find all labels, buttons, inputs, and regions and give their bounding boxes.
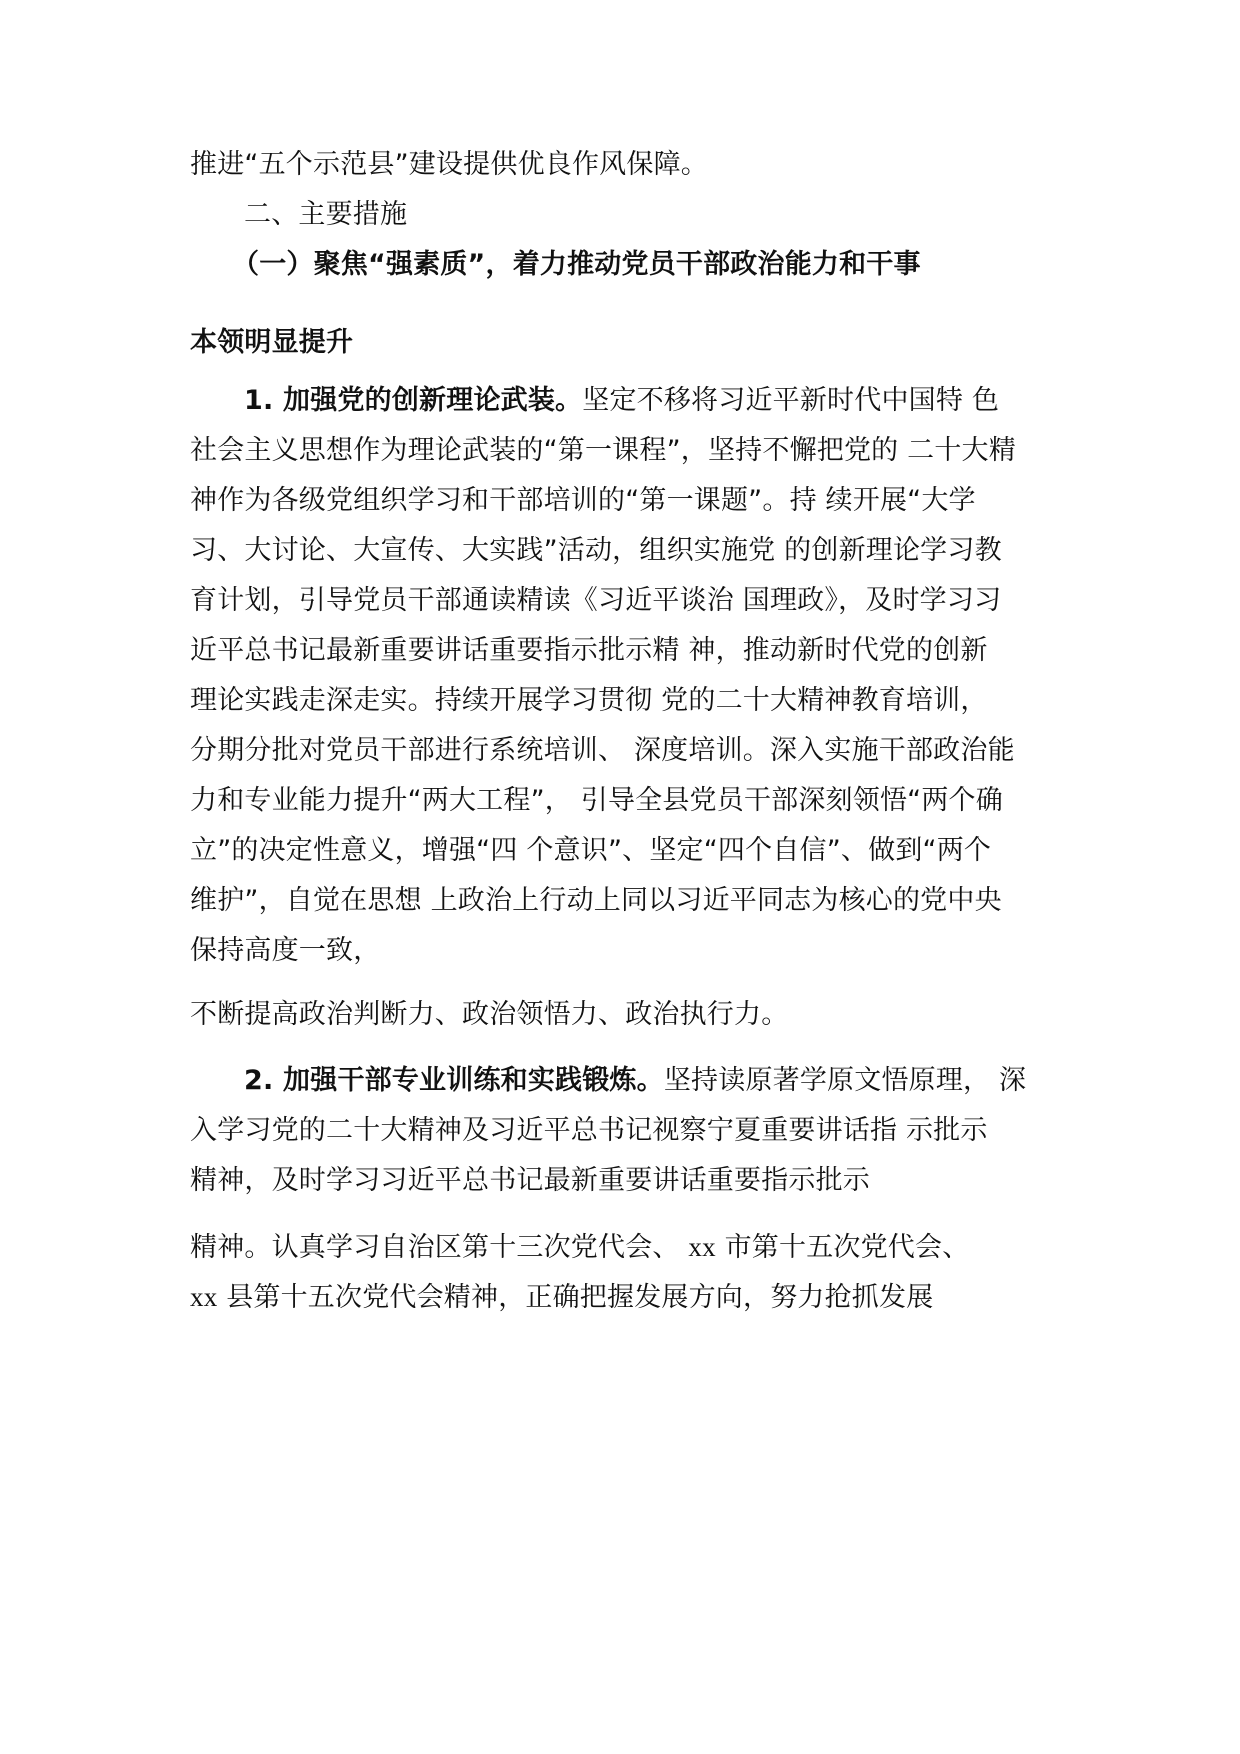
body-text-line: 立”的决定性意义，增强“四 个意识”、坚定“四个自信”、做到“两个	[190, 835, 992, 866]
body-text-line: 不断提高政治判断力、政治领悟力、政治执行力。	[190, 999, 789, 1030]
subsection-heading-continuation: 本领明显提升	[190, 327, 354, 358]
subsection-heading: （一）聚焦“强素质”，着力推动党员干部政治能力和干事	[232, 249, 921, 280]
placeholder-text: xx	[688, 1232, 716, 1262]
body-text-line: 理论实践走深走实。持续开展学习贯彻 党的二十大精神教育培训，	[190, 685, 988, 716]
body-text: 坚持读原著学原文悟原理， 深	[663, 1065, 1027, 1096]
body-text: 坚定不移将习近平新时代中国特 色	[582, 385, 1000, 416]
body-text-line: 神作为各级党组织学习和干部培训的“第一课题”。持 续开展“大学	[190, 485, 976, 516]
body-text-line: 入学习党的二十大精神及习近平总书记视察宁夏重要讲话指 示批示	[190, 1115, 988, 1146]
body-text: 精神。认真学习自治区第十三次党代会、	[190, 1232, 680, 1263]
body-text: 市第十五次党代会、	[715, 1232, 970, 1263]
body-text-line: 近平总书记最新重要讲话重要指示批示精 神，推动新时代党的创新	[190, 635, 988, 666]
body-text-line: 社会主义思想作为理论武装的“第一课程”，坚持不懈把党的 二十大精	[190, 435, 1016, 466]
body-text-line	[190, 1227, 969, 1267]
body-text: 县第十五次党代会精神，正确把握发展方向，努力抢抓发展	[217, 1282, 934, 1313]
body-text-line: 习、大讨论、大宣传、大实践”活动，组织实施党 的创新理论学习教	[190, 535, 1002, 566]
body-text-line: 维护”，自觉在思想 上政治上行动上同以习近平同志为核心的党中央	[190, 885, 1002, 916]
section-heading: 二、主要措施	[244, 199, 408, 230]
placeholder-text: xx	[190, 1282, 218, 1312]
body-text-line: 分期分批对党员干部进行系统培训、 深度培训。深入实施干部政治能	[190, 735, 1015, 766]
item-2-label: 2. 加强干部专业训练和实践锻炼。	[244, 1065, 664, 1096]
item-2-first-line	[244, 1061, 1026, 1101]
item-1-label: 1. 加强党的创新理论武装。	[244, 385, 583, 416]
body-text-line: 推进“五个示范县”建设提供优良作风保障。	[190, 149, 708, 180]
body-text-line: 精神，及时学习习近平总书记最新重要讲话重要指示批示	[190, 1165, 870, 1196]
body-text-line: 保持高度一致，	[190, 935, 381, 966]
item-1-first-line	[244, 381, 999, 421]
body-text-line	[190, 1277, 933, 1317]
body-text-line: 育计划，引导党员干部通读精读《习近平谈治 国理政》，及时学习习	[190, 585, 1002, 616]
body-text-line: 力和专业能力提升“两大工程”， 引导全县党员干部深刻领悟“两个确	[190, 785, 1003, 816]
